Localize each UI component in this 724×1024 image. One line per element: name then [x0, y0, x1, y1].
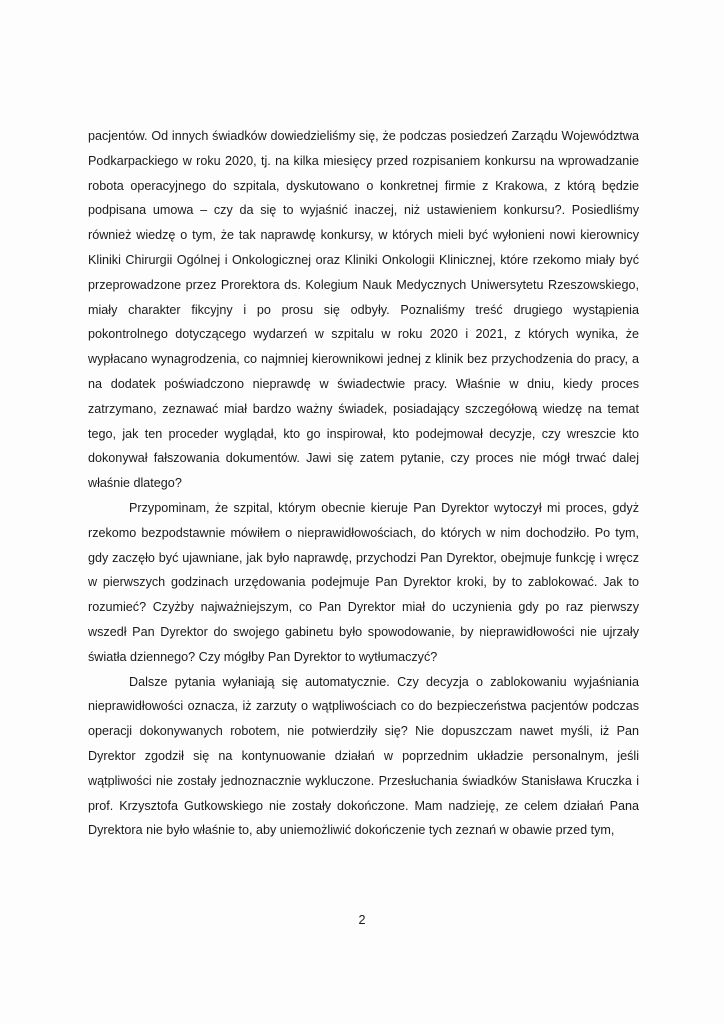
paragraph-1: pacjentów. Od innych świadków dowiedzieliśmy się, że podczas posiedzeń Zarządu Województwa Podkarpackiego w roku 2020, tj. na kilka miesięcy przed rozpisaniem konkursu na wprowadzanie robota operacyjnego do szpitala, dyskutowano o konkretnej firmie z Krakowa, z którą będzie podpisana umowa – czy da się to wyjaśnić inaczej, niż ustawieniem konkursu?. Posiedliśmy również wiedzę o tym, że tak naprawdę konkursy, w których mieli być wyłonieni nowi kierownicy Kliniki Chirurgii Ogólnej i Onkologicznej oraz Kliniki Onkologii Klinicznej, które rzekomo miały być przeprowadzone przez Prorektora ds. Kolegium Nauk Medycznych Uniwersytetu Rzeszowskiego, miały charakter fikcyjny i po prosu się odbyły. Poznaliśmy treść drugiego wystąpienia pokontrolnego dotyczącego wydarzeń w szpitalu w roku 2020 i 2021, z których wynika, że wypłacano wynagrodzenia, co najmniej kierownikowi jednej z klinik bez przychodzenia do pracy, a na dodatek poświadczono nieprawdę w świadectwie pracy. Właśnie w dniu, kiedy proces zatrzymano, zeznawać miał bardzo ważny świadek, posiadający szczegółową wiedzę na temat tego, jak ten proceder wyglądał, kto go inspirował, kto podejmował decyzje, czy wreszcie kto dokonywał fałszowania dokumentów. Jawi się zatem pytanie, czy proces nie mógł trwać dalej właśnie dlatego?: [88, 129, 639, 491]
page-number: 2: [358, 913, 366, 927]
paragraph-3: Dalsze pytania wyłaniają się automatycznie. Czy decyzja o zablokowaniu wyjaśniania nieprawidłowości oznacza, iż zarzuty o wątpliwościach co do bezpieczeństwa pacjentów podczas operacji dokonywanych robotem, nie potwierdziły się? Nie dopuszczam nawet myśli, iż Pan Dyrektor zgodził się na kontynuowanie działań w poprzednim układzie personalnym, jeśli wątpliwości nie zostały jednoznacznie wykluczone. Przesłuchania świadków Stanisława Kruczka i prof. Krzysztofa Gutkowskiego nie zostały dokończone. Mam nadzieję, ze celem działań Pana Dyrektora nie było właśnie to, aby uniemożliwić dokończenie tych zeznań w obawie przed tym,: [88, 674, 639, 838]
paragraph-2: Przypominam, że szpital, którym obecnie kieruje Pan Dyrektor wytoczył mi proces, gdyż rzekomo bezpodstawnie mówiłem o nieprawidłowościach, do których w nim dochodziło. Po tym, gdy zaczęło być ujawniane, jak było naprawdę, przychodzi Pan Dyrektor, obejmuje funkcję i wręcz w pierwszych godzinach urzędowania podejmuje Pan Dyrektor kroki, by to zablokować. Jak to rozumieć? Czyżby najważniejszym, co Pan Dyrektor miał do uczynienia gdy po raz pierwszy wszedł Pan Dyrektor do swojego gabinetu było spowodowanie, by nieprawidłowości nie ujrzały światła dziennego? Czy mógłby Pan Dyrektor to wytłumaczyć?: [88, 500, 639, 664]
letter-body: [88, 124, 639, 843]
